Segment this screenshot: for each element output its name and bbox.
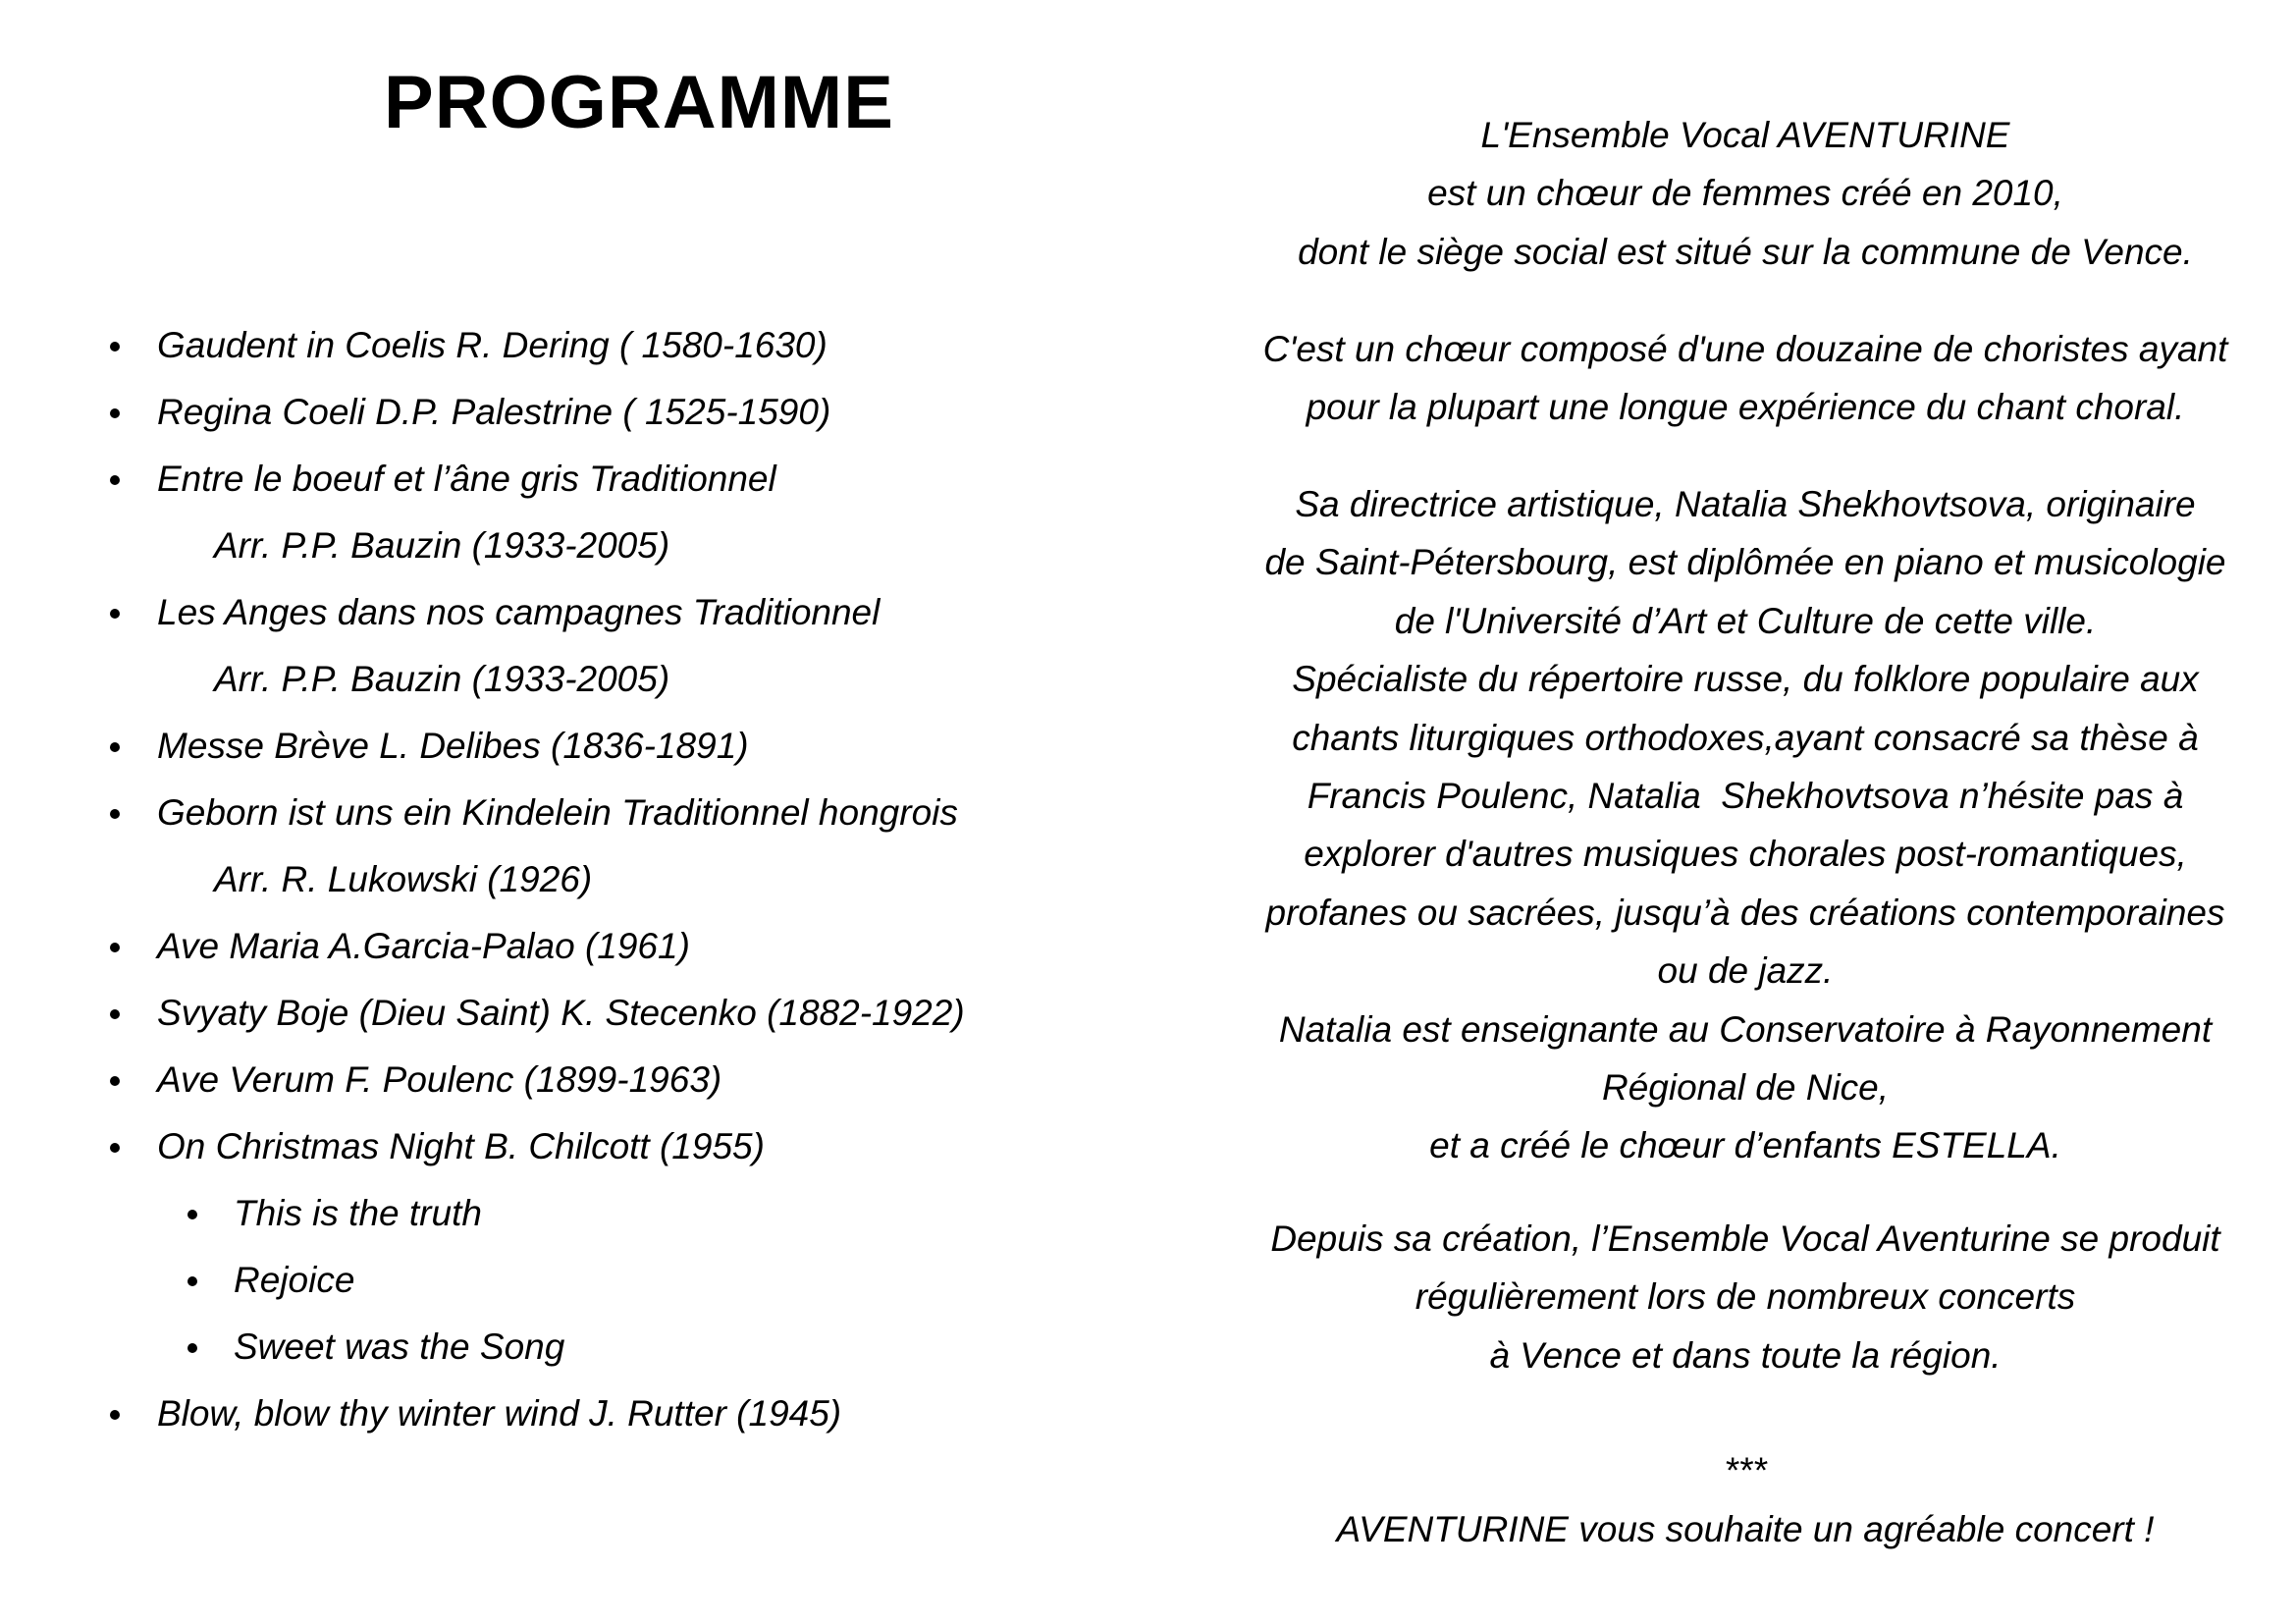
separator-stars: *** (1724, 1450, 1767, 1490)
about-line: Spécialiste du répertoire russe, du folklore populaire aux (1292, 659, 2199, 700)
programme-item (0, 713, 1148, 780)
programme-item-text: Les Anges dans nos campagnes Traditionnel (157, 592, 881, 632)
bullet-icon (110, 1009, 120, 1019)
sub-item-text: Rejoice (234, 1260, 355, 1300)
sub-item (0, 1180, 1148, 1247)
programme-item-text: Ave Maria A.Garcia-Palao (1961) (157, 926, 690, 966)
about-paragraph-choir (1196, 320, 2295, 437)
programme-item-text: Regina Coeli D.P. Palestrine ( 1525-1590) (157, 392, 831, 432)
bullet-icon (110, 943, 120, 952)
arrangement-text: Arr. P.P. Bauzin (1933-2005) (214, 525, 670, 566)
about-line: Régional de Nice, (1601, 1066, 1890, 1108)
about-line: de Saint-Pétersbourg, est diplômée en piano et musicologie (1264, 542, 2226, 583)
about-line: explorer d'autres musiques chorales post-romantiques, (1304, 834, 2187, 875)
closing-message (1196, 1500, 2295, 1558)
about-line: C'est un chœur composé d'une douzaine de choristes ayant (1262, 329, 2228, 369)
programme-item (0, 913, 1148, 980)
programme-item-text: Blow, blow thy winter wind J. Rutter (1945) (157, 1393, 842, 1434)
arrangement-text: Arr. R. Lukowski (1926) (214, 859, 593, 899)
about-line: Depuis sa création, l’Ensemble Vocal Aventurine se produit (1270, 1218, 2220, 1259)
about-line: Natalia est enseignante au Conservatoire à Rayonnement (1278, 1008, 2213, 1050)
about-line: L'Ensemble Vocal AVENTURINE (1480, 115, 2010, 155)
sub-item (0, 1314, 1148, 1380)
programme-item-text: Entre le boeuf et l’âne gris Traditionnel (157, 459, 776, 499)
programme-item (0, 579, 1148, 646)
about-paragraph-intro (1196, 106, 2295, 281)
closing-line: AVENTURINE vous souhaite un agréable concert ! (1336, 1509, 2155, 1549)
programme-item-text: Svyaty Boje (Dieu Saint) K. Stecenko (1882-1922) (157, 993, 965, 1033)
bullet-icon (110, 809, 120, 819)
programme-item (0, 1047, 1148, 1113)
about-line: à Vence et dans toute la région. (1489, 1334, 2002, 1376)
bullet-icon (110, 1410, 120, 1420)
programme-item (0, 1380, 1148, 1447)
programme-item (0, 980, 1148, 1047)
arrangement-line (0, 646, 1148, 713)
programme-item-text: Geborn ist uns ein Kindelein Traditionnel hongrois (157, 792, 958, 833)
about-line: dont le siège social est situé sur la commune de Vence. (1298, 231, 2193, 272)
separator (1196, 1441, 2295, 1499)
about-line: ou de jazz. (1657, 950, 1834, 992)
programme-item-text: Ave Verum F. Poulenc (1899-1963) (157, 1059, 722, 1100)
arrangement-line (0, 513, 1148, 579)
about-line: chants liturgiques orthodoxes,ayant consacré sa thèse à (1292, 717, 2199, 758)
programme-item-text: Gaudent in Coelis R. Dering ( 1580-1630) (157, 325, 828, 365)
about-paragraph-director (1196, 475, 2295, 1175)
programme-item (0, 446, 1148, 513)
programme-item-text: On Christmas Night B. Chilcott (1955) (157, 1126, 765, 1166)
sub-item (0, 1247, 1148, 1314)
sub-bullet-icon (187, 1276, 197, 1286)
bullet-icon (110, 609, 120, 619)
arrangement-text: Arr. P.P. Bauzin (1933-2005) (214, 659, 670, 699)
about-line: profanes ou sacrées, jusqu’à des créations contemporaines (1265, 892, 2225, 933)
programme-list (0, 312, 1148, 1447)
arrangement-line (0, 846, 1148, 913)
bullet-icon (110, 1143, 120, 1153)
programme-item-text: Messe Brève L. Delibes (1836-1891) (157, 726, 749, 766)
sub-item-text: This is the truth (234, 1193, 482, 1233)
about-line: régulièrement lors de nombreux concerts (1415, 1276, 2076, 1318)
programme-item (0, 780, 1148, 846)
about-paragraph-concerts (1196, 1210, 2295, 1384)
about-line: et a créé le chœur d’enfants ESTELLA. (1429, 1125, 2061, 1166)
bullet-icon (110, 475, 120, 485)
programme-item (0, 379, 1148, 446)
sub-bullet-icon (187, 1210, 197, 1219)
programme-item (0, 1113, 1148, 1180)
bullet-icon (110, 742, 120, 752)
bullet-icon (110, 342, 120, 352)
page-title: PROGRAMME (384, 61, 894, 144)
programme-item (0, 312, 1148, 379)
bullet-icon (110, 1076, 120, 1086)
about-line: Francis Poulenc, Natalia Shekhovtsova n’hésite pas à (1307, 775, 2184, 816)
about-line: est un chœur de femmes créé en 2010, (1427, 173, 2063, 214)
about-line: de l'Université d’Art et Culture de cette ville. (1394, 600, 2097, 641)
sub-item-text: Sweet was the Song (234, 1326, 565, 1367)
about-line: pour la plupart une longue expérience du chant choral. (1306, 387, 2185, 428)
about-line: Sa directrice artistique, Natalia Shekhovtsova, originaire (1295, 484, 2196, 524)
bullet-icon (110, 408, 120, 418)
sub-bullet-icon (187, 1343, 197, 1353)
